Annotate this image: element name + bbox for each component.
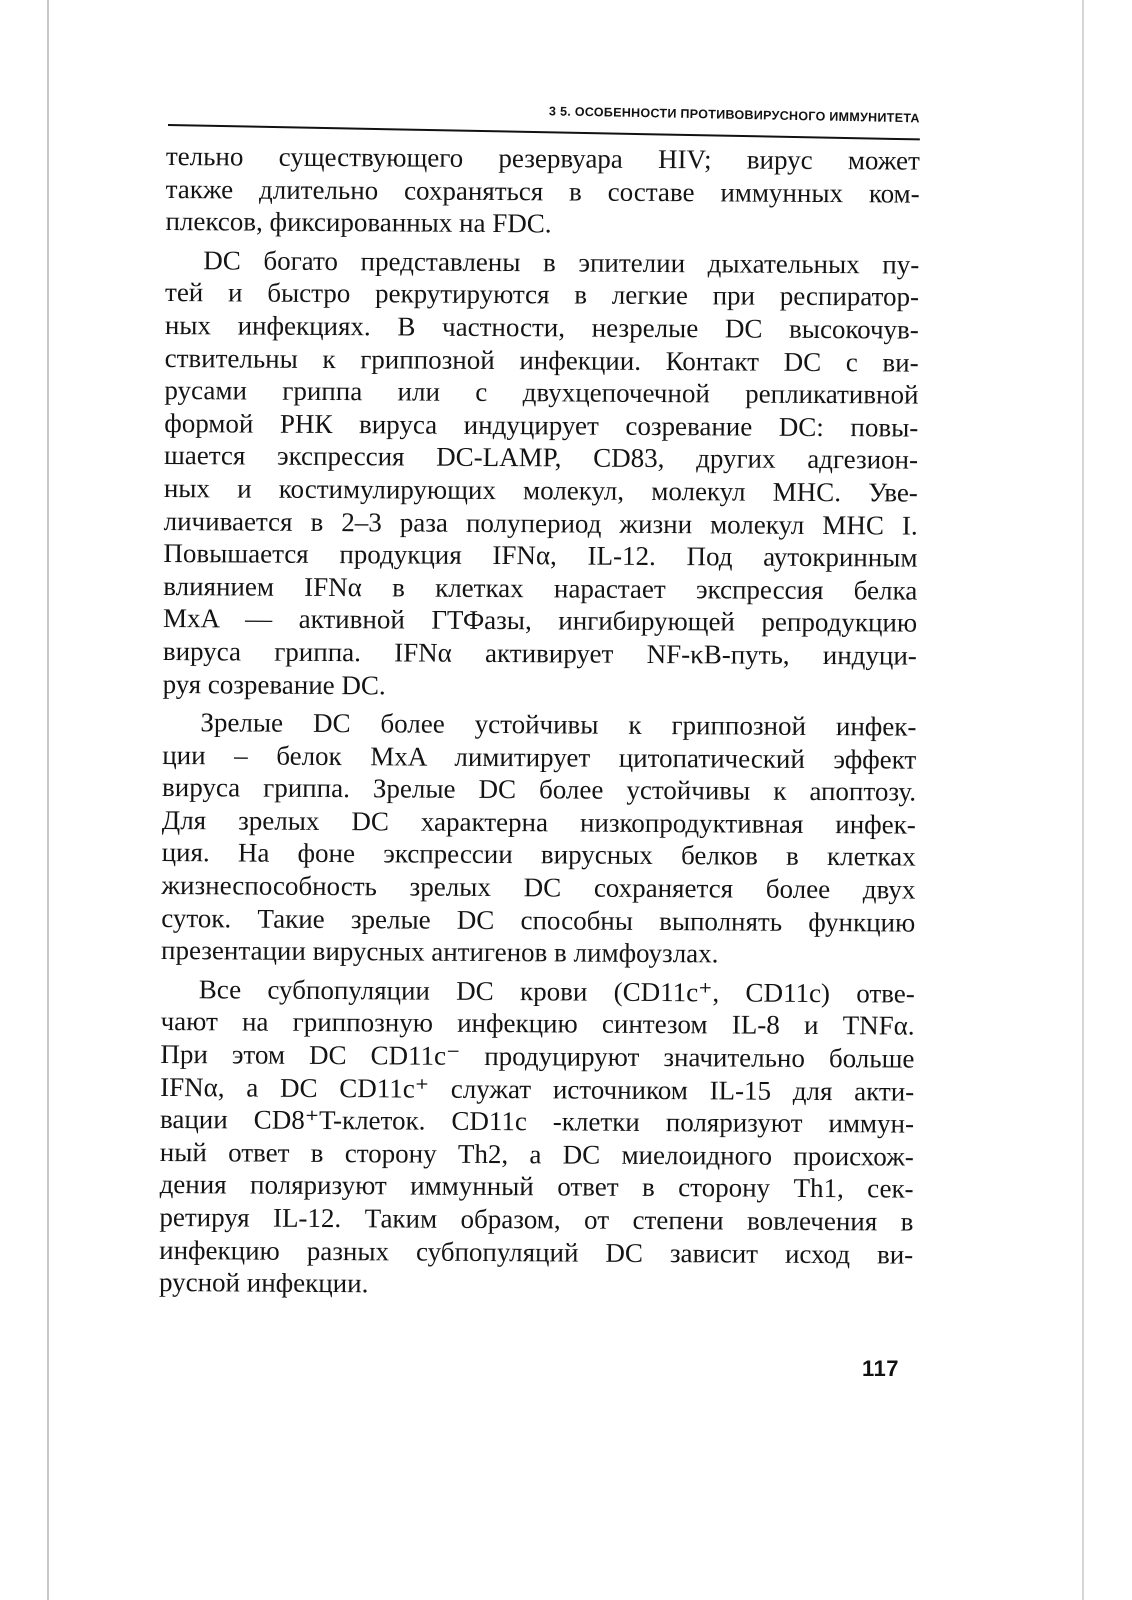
text-line: ция. На фоне экспрессии вирусных белков в клетках	[161, 837, 916, 873]
page-right-edge	[1082, 0, 1084, 1600]
text-line: Зрелые DC более устойчивы к гриппозной инфек-	[200, 707, 917, 742]
text-line: личивается в 2–3 раза полупериод жизни молекул MHC I.	[163, 505, 918, 541]
paragraph	[163, 244, 920, 705]
body-text	[159, 140, 920, 1303]
text-line: ции – белок MxA лимитирует цитопатический эффект	[162, 739, 917, 775]
text-line: вируса гриппа. Зрелые DC более устойчивы к апоптозу.	[161, 772, 917, 807]
text-line: ный ответ в сторону Th2, а DC миелоидного происхож-	[159, 1136, 914, 1172]
text-line: плексов, фиксированных на FDC.	[165, 206, 552, 239]
text-line: При этом DC CD11c⁻ продуцируют значительно больше	[160, 1039, 915, 1074]
page-number: 117	[862, 1356, 899, 1381]
text-line: дения поляризуют иммунный ответ в сторону Th1, сек-	[159, 1169, 914, 1204]
header-rule	[168, 124, 920, 140]
paragraph	[161, 706, 917, 971]
text-line: влиянием IFNα в клетках нарастает экспрессия белка	[163, 570, 918, 606]
text-line: руя созревание DC.	[162, 668, 386, 700]
paragraph	[165, 140, 920, 242]
text-line: ных инфекциях. В частности, незрелые DC высокочув-	[164, 309, 919, 345]
text-line: презентации вирусных антигенов в лимфоузлах.	[160, 935, 719, 969]
text-line: русной инфекции.	[158, 1267, 369, 1299]
running-head: 3 5. ОСОБЕННОСТИ ПРОТИВОВИРУСНОГО ИММУНИТЕТА	[548, 104, 920, 126]
text-line: ствительны к гриппозной инфекции. Контакт DC с ви-	[164, 342, 919, 378]
text-line: вации CD8⁺T-клеток. CD11c -клетки поляризуют иммун-	[159, 1104, 915, 1139]
text-line: IFNα, а DC CD11c⁺ служат источником IL-15 для акти-	[160, 1071, 915, 1107]
text-line: формой РНК вируса индуцирует созревание DC: повы-	[164, 407, 919, 443]
text-line: также длительно сохраняться в составе иммунных ком-	[165, 173, 920, 209]
text-line: ных и костимулирующих молекул, молекул MHC. Уве-	[163, 472, 918, 508]
text-line: инфекцию разных субпопуляций DC зависит исход ви-	[159, 1234, 914, 1270]
text-line: DC богато представлены в эпителии дыхательных пу-	[203, 245, 920, 280]
paragraph	[159, 973, 915, 1304]
text-line: Повышается продукция IFNα, IL-12. Под аутокринным	[163, 538, 918, 573]
text-line: жизнеспособность зрелых DC сохраняется более двух	[161, 870, 916, 905]
text-line: чают на гриппозную инфекцию синтезом IL-8 и TNFα.	[160, 1006, 915, 1042]
text-line: русами гриппа или с двухцепочечной репликативной	[164, 375, 919, 410]
text-line: суток. Такие зрелые DC способны выполнять функцию	[161, 902, 916, 938]
page-left-edge	[47, 0, 49, 1600]
text-line: MxA — активной ГТФазы, ингибирующей репродукцию	[162, 603, 918, 638]
text-line: ретируя IL-12. Таким образом, от степени вовлечения в	[159, 1201, 914, 1237]
text-line: вируса гриппа. IFNα активирует NF-κB-путь, индуци-	[162, 635, 917, 671]
text-line: шается экспрессия DC-LAMP, CD83, других адгезион-	[163, 440, 919, 475]
text-line: Для зрелых DC характерна низкопродуктивная инфек-	[161, 804, 916, 840]
text-line: тей и быстро рекрутируются в легкие при респиратор-	[164, 277, 920, 312]
text-line: тельно существующего резервуара HIV; вирус может	[165, 140, 920, 176]
text-line: Все субпопуляции DC крови (CD11c⁺, CD11c) отве-	[198, 974, 915, 1009]
